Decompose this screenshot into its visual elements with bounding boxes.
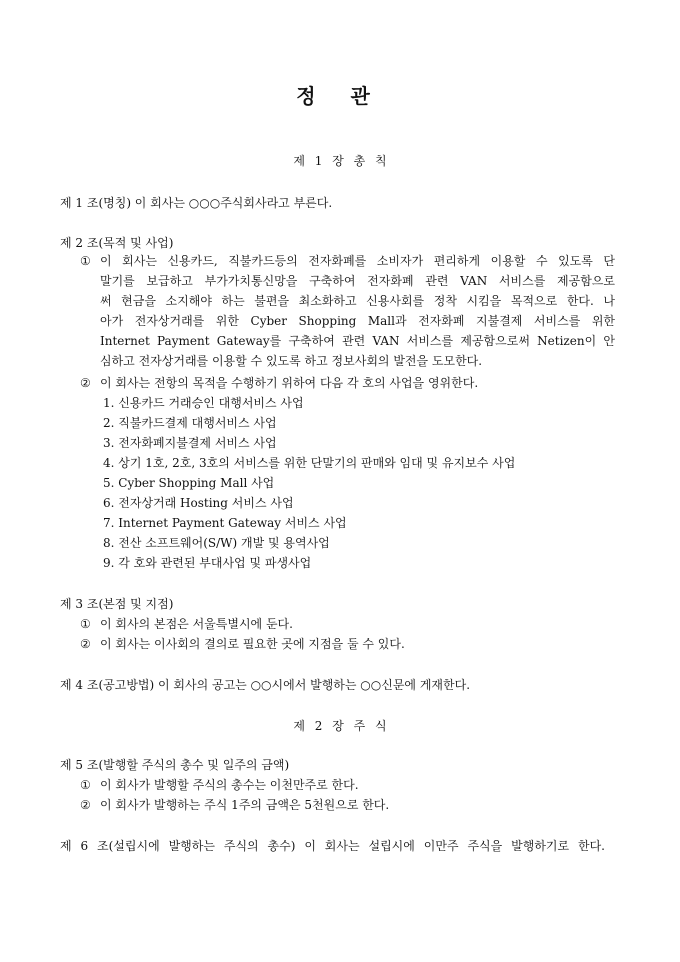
- sub-item-6: 6. 전자상거래 Hosting 서비스 사업: [103, 496, 294, 510]
- article-3-item-1-marker: ①: [80, 617, 91, 631]
- article-5-item-2-text: 이 회사가 발행하는 주식 1주의 금액은 5천원으로 한다.: [100, 798, 390, 812]
- article-2-item-1-marker: ①: [80, 254, 91, 268]
- article-3-item-2-marker: ②: [80, 637, 91, 651]
- article-5-heading: 제 5 조(발행할 주식의 총수 및 일주의 금액): [60, 758, 290, 772]
- article-3-heading: 제 3 조(본점 및 지점): [60, 597, 174, 611]
- article-5-item-2: [80, 796, 389, 813]
- article-5-item-1-marker: ①: [80, 778, 91, 792]
- article-4: 제 4 조(공고방법) 이 회사의 공고는 ○○시에서 발행하는 ○○신문에 게재한다.: [60, 678, 471, 692]
- article-2-item-2-text: 이 회사는 전항의 목적을 수행하기 위하여 다음 각 호의 사업을 영위한다.: [100, 376, 479, 390]
- chapter-2-heading: 제 2 장 주 식: [293, 719, 387, 733]
- article-2-item-2-marker: ②: [80, 376, 91, 390]
- article-2-item-1-line: 말기를 보급하고 부가가치통신망을 구축하여 전자화폐 관련 VAN 서비스를 제공함으로: [100, 274, 615, 288]
- article-1: 제 1 조(명칭) 이 회사는 ○○○주식회사라고 부른다.: [60, 196, 333, 210]
- article-3-item-2-text: 이 회사는 이사회의 결의로 필요한 곳에 지점을 둘 수 있다.: [100, 637, 405, 651]
- chapter-1-heading: 제 1 장 총 칙: [293, 154, 387, 168]
- sub-item-9: 9. 각 호와 관련된 부대사업 및 파생사업: [103, 556, 312, 570]
- article-5-item-1-text: 이 회사가 발행할 주식의 총수는 이천만주로 한다.: [100, 778, 359, 792]
- article-2-item-1-line: Internet Payment Gateway를 구축하여 관련 VAN 서비스를 제공함으로써 Netizen이 안: [100, 334, 615, 348]
- sub-item-4: 4. 상기 1호, 2호, 3호의 서비스를 위한 단말기의 판매와 임대 및 유지보수 사업: [103, 456, 516, 470]
- article-2-item-1-line: 심하고 전자상거래를 이용할 수 있도록 하고 정보사회의 발전을 도모한다.: [100, 354, 483, 368]
- sub-item-1: 1. 신용카드 거래승인 대행서비스 사업: [103, 396, 304, 410]
- article-3-item-2: [80, 635, 405, 652]
- article-2-item-1-line: 아가 전자상거래를 위한 Cyber Shopping Mall과 전자화폐 지불결제 서비스를 위한: [100, 314, 615, 328]
- sub-item-7: 7. Internet Payment Gateway 서비스 사업: [103, 516, 347, 530]
- article-3-item-1-text: 이 회사의 본점은 서울특별시에 둔다.: [100, 617, 293, 631]
- article-3-item-1: [80, 615, 293, 632]
- article-2-heading: 제 2 조(목적 및 사업): [60, 236, 174, 250]
- sub-item-3: 3. 전자화폐지불결제 서비스 사업: [103, 436, 277, 450]
- article-6: 제 6 조(설립시에 발행하는 주식의 총수) 이 회사는 설립시에 이만주 주식을 발행하기로 한다.: [60, 839, 605, 853]
- article-5-item-1: [80, 776, 359, 793]
- sub-item-5: 5. Cyber Shopping Mall 사업: [103, 476, 275, 490]
- article-5-item-2-marker: ②: [80, 798, 91, 812]
- document-title: 정 관: [296, 84, 384, 108]
- article-2-item-1-text: [100, 251, 615, 371]
- article-2-item-1-line: 이 회사는 신용카드, 직불카드등의 전자화폐를 소비자가 편리하게 이용할 수 있도록 단: [100, 254, 615, 268]
- article-2-item-1-line: 써 현금을 소지해야 하는 불편을 최소화하고 신용사회를 정착 시킴을 목적으로 한다. 나: [100, 294, 615, 308]
- sub-item-8: 8. 전산 소프트웨어(S/W) 개발 및 용역사업: [103, 536, 330, 550]
- sub-item-2: 2. 직불카드결제 대행서비스 사업: [103, 416, 277, 430]
- article-2-item-2: [80, 374, 478, 391]
